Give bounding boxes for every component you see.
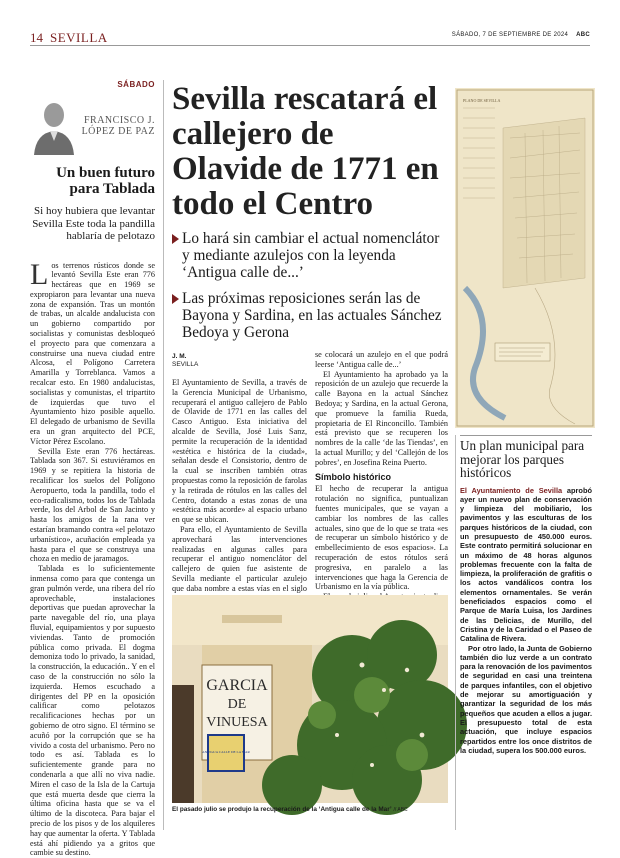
dropcap-letter: L <box>30 263 48 287</box>
sidebar-paragraph: Por otro lado, la Junta de Gobierno también dio luz verde a un contrato para la renovación de los pavimentos de seguridad en casi una treintena de parques infantiles, con el objetivo de mejorar su amortiguación y garantizar la seguridad de los más pequeños que acuden a ellos a jugar. El presupuesto total de esta actuación, que incluye espacios repartidos entre los once distritos de la ciudad, supera los 500.000 euros. <box>460 644 592 756</box>
bullet-item: Lo hará sin cambiar el actual nomenclátor y mediante azulejos con la leyenda ‘Antigua calle de...’ <box>172 230 447 281</box>
article-paragraph: El Ayuntamiento ha aprobado ya la reposición de un azulejo que recuerde la calle Bayona en la actual Sánchez Bedoya; y Sardina, en la actual Gerona, que promueve la familia Rueda, propietaria de El Rinconcillo. También está previsto que se recuperen los nombres de la calle ‘de las Tiendas’, en la actual Murillo; y del ‘Callejón de los pobres’, en Josefina Reina Puerto. <box>315 370 448 468</box>
author-box <box>30 95 155 157</box>
sign-line-1: GARCIA <box>206 677 268 694</box>
bullet-arrow-icon <box>172 294 179 304</box>
header-date-brand <box>452 32 590 38</box>
opinion-body <box>30 261 155 858</box>
map-caption: PLANO DE SEVILLA <box>463 98 500 103</box>
byline-city: SEVILLA <box>172 361 198 368</box>
brand-label: ABC <box>576 32 590 38</box>
author-photo <box>30 95 78 155</box>
article-column-1 <box>172 378 307 613</box>
article-paragraph: se colocará un azulejo en el que podrá leerse ‘Antigua calle de...’ <box>315 350 448 370</box>
byline <box>172 353 198 369</box>
column-divider <box>163 80 164 830</box>
street-sign-photo <box>172 595 448 803</box>
opinion-column <box>30 80 155 858</box>
author-name-line2: LÓPEZ DE PAZ <box>82 126 155 137</box>
author-name-line1: FRANCISCO J. <box>84 115 155 126</box>
photo-caption <box>172 806 448 814</box>
opinion-paragraph: Sevilla Este eran 776 hectáreas. Tablada son 367. Si estuviéramos en 1969 y se repitiera la historia de recalificar los suelos del Polígono Aeropuerto, toda la pandilla, todo el eco-radicalismo, todos los de Tablada verde, los del Arbol de San Jacinto y hasta los amigos de la rana ver estarían bramando contra «el pelotazo urbanístico», acuñación empleada ya hasta para el que se construya una choza en medio de jaramagos. <box>30 447 155 565</box>
article-paragraph: El Ayuntamiento de Sevilla, a través de la Gerencia Municipal de Urbanismo, recuperará el antiguo callejero de Pablo de Olavide de 1771 en las calles del Casco Antiguo. Esta iniciativa del alcalde de Sevilla, José Luis Sanz, permite la recuperación de la identidad «estética e histórica de la ciudad», señalan desde el Consistorio, dentro de la cual se inscriben también otras propuestas como la reposición de farolas y la retirada de rótulos en las calles del Centro, dotando a estas zonas de una «estética más acorde» al espacio urbano en que se ubican. <box>172 378 307 525</box>
headline-bullets <box>172 230 447 350</box>
sidebar-title: Un plan municipal para mejorar los parques históricos <box>460 435 592 480</box>
article-paragraph: Para ello, el Ayuntamiento de Sevilla aprovechará las intervenciones realizadas en algunas calles para recuperar el antiguo nomenclátor del callejero de quien fue asistente de Sevilla mediante el particular azulejo que daba nombre a estas vías en el siglo <box>172 525 307 613</box>
column-divider <box>455 435 456 830</box>
sidebar-lead-accent: El Ayuntamiento de Sevilla <box>460 486 562 495</box>
opinion-title: Un buen futuro para Tablada <box>30 165 155 197</box>
article-subhead: Símbolo histórico <box>315 473 448 483</box>
sidebar-paragraph: El Ayuntamiento de Sevilla aprobó ayer un nuevo plan de conservación y limpieza del mobiliario, los pavimentos y las esculturas de los parques históricos de la ciudad, con un presupuesto de 450.000 euros. Este contrato permitirá solucionar en un máximo de 48 horas algunos problemas frecuente con la falta de limpieza, la proliferación de grafitis o los actos vandálicos contra los elementos ornamentales. Se verán beneficiados espacios como el Parque de María Luisa, los Jardines de las Delicias, de Murillo, del Cristina y de la Caridad o el Paseo de Catalina de Rivera. <box>460 486 592 644</box>
historic-map-image <box>455 88 595 428</box>
opinion-subtitle: Si hoy hubiera que levantar Sevilla Este toda la pandilla hablaría de pelotazo <box>30 205 155 243</box>
issue-date: SÁBADO, 7 DE SEPTIEMBRE DE 2024 <box>452 32 568 38</box>
opinion-paragraph: Los terrenos rústicos donde se levantó Sevilla Este eran 776 hectáreas que en 1969 se expropiaron para levantar una nueva zona de expansión. Tras un montón de trabas, un alcalde andalucista con un gobierno compartido por socialistas y comunistas desbloqueó el proyecto para que comenzara a construirse una nueva ciudad entre Alcosa, el Polígono Carretera Amarilla y Torreblanca. Vamos a recalcar esto. En 1980 andalucistas, socialistas y comunistas, el tripartito de izquierdas que tuvo el Ayuntamiento hizo posible aquello. El delegado de urbanismo de Sevilla era un gran arquitecto del PCE, Víctor Pérez Escolano. <box>30 261 155 447</box>
sidebar-box <box>460 435 592 755</box>
page-header <box>30 30 590 46</box>
photo-credit: // ABC <box>394 807 408 813</box>
sign-line-2: DE <box>228 697 247 712</box>
opinion-kicker: SÁBADO <box>30 80 155 89</box>
article-paragraph: El hecho de recuperar la antigua rotulación no significa, puntualizan fuentes municipales, que se vayan a cambiar los nombres de las calles actuales, sino que de lo que se trata «es de recuperar un símbolo histórico y de embellecimiento de esos espacios». La recuperación de estos rótulos será progresiva, en paralelo a las intervenciones que haga la Gerencia de Urbanismo en la vía pública. <box>315 484 448 592</box>
opinion-paragraph: Tablada es lo suficientemente inmensa como para que contenga un gran pulmón verde, una ribera del río aprovechable, instalaciones deportivas que puedan aprovechar la parte navegable del río, una playa fluvial, equipamientos y por supuesto viviendas. Tanto de promoción pública como privada. El dogma demoniza todo lo privado, la sanidad, la construcción, la educación.. Y en el caso de la construcción no sólo la izquierda. Hemos escuchado a dirigentes del PP en la oposición calificar como pelotazos recalificaciones hechas por un gobierno de otro signo. El término se acuñó por la corrupción que se ha vivido a costa del urbanismo. Pero no todo es así. Tablada es lo suficientemente grande para no condenarla a que allí no viva nadie. Miren el caso de la Isla de la Cartuja que está muerta desde que cierra la última oficina hasta que se va el último de la discoteca. Para bajar el precio de los pisos y de los alquileres hay que aumentar la oferta. Y Tablada está ahí pidiendo ya a gritos que cambie su destino. <box>30 564 155 858</box>
sign-line-3: VINUESA <box>206 715 268 730</box>
page-number: 14 <box>30 30 43 46</box>
sidebar-body <box>460 486 592 756</box>
bullet-item: Las próximas reposiciones serán las de Bayona y Sardina, en las actuales Sánchez Bedoya y Gerona <box>172 290 447 341</box>
byline-author: J. M. <box>172 353 198 361</box>
bullet-arrow-icon <box>172 234 179 244</box>
photo-caption-text: El pasado julio se produjo la recuperación de la ‘Antigua calle de la Mar’ <box>172 806 392 813</box>
author-name <box>82 115 155 137</box>
section-title: SEVILLA <box>50 30 108 46</box>
main-headline: Sevilla rescatará el callejero de Olavide de 1771 en todo el Centro <box>172 82 442 222</box>
tile-text: ANTIGUA CALLE DE LA MAR <box>202 750 250 754</box>
article-column-2 <box>315 350 448 602</box>
